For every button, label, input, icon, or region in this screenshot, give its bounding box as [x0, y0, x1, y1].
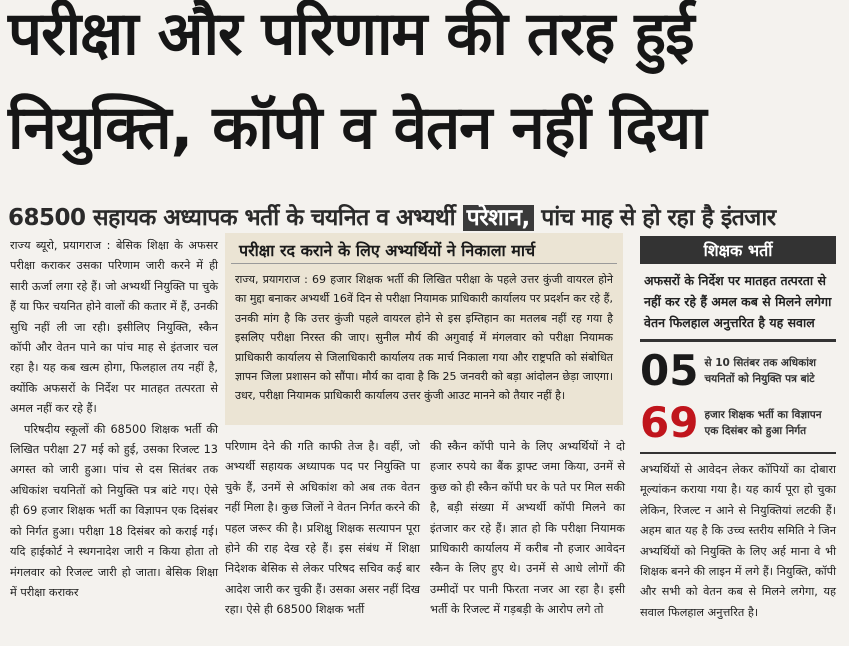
- article-paragraph: अभ्यर्थियों से आवेदन लेकर कॉपियों का दोबारा मूल्यांकन कराया गया है। यह कार्य पूरा हो चुका लेकिन, रिजल्ट न आने से नियुक्तियां लटकी हैं। अहम बात यह है कि उच्च स्तरीय समिति ने जिन अभ्यर्थियों को नियुक्ति के लिए अर्ह माना वे भी शिक्षक बनने की लाइन में लगे हैं। नियुक्ति, कॉपी और सभी को वेतन कब से मिलने लगेगा, यह सवाल फिलहाल अनुत्तरित है।: [640, 463, 836, 619]
- march-story-body: राज्य, प्रयागराज : 69 हजार शिक्षक भर्ती की लिखित परीक्षा के पहले उत्तर कुंजी वायरल होने का मुद्दा बनाकर अभ्यर्थी 16वें दिन से परीक्षा नियामक प्राधिकारी कार्यालय पर प्रदर्शन कर रहे हैं, उनकी मांग है कि उत्तर कुंजी पहले वायरल होने से इस इम्तिहान का मतलब नहीं रह गया है इसलिए परीक्षा निरस्त की जाए। सुनील मौर्य की अगुवाई में मंगलवार को परीक्षा नियामक प्राधिकारी कार्यालय से जिलाधिकारी कार्यालय तक मार्च निकाला गया और राष्ट्रपति को संबोधित ज्ञापन जिला प्रशासन को सौंपा। मौर्य का दावा है कि 25 जनवरी को बड़ा आंदोलन छेड़ा जाएगा। उधर, परीक्षा नियामक प्राधिकारी कार्यालय उत्तर कुंजी आउट मानने को तैयार नहीं है।: [235, 273, 613, 403]
- stat-caption: से 10 सितंबर तक अधिकांश चयनितों को नियुक्ति पत्र बांटे: [704, 357, 817, 385]
- subheadline-highlight: परेशान,: [463, 205, 534, 231]
- article-column-4: [640, 460, 836, 623]
- march-story-title: परीक्षा रद कराने के लिए अभ्यर्थियों ने निकाला मार्च: [231, 233, 617, 264]
- sidebar-highlights: [640, 236, 836, 454]
- sidebar-tag: शिक्षक भर्ती: [640, 236, 836, 264]
- sidebar-summary: अफसरों के निर्देश पर मातहत तत्परता से नहीं कर रहे हैं अमल कब से मिलने लगेगा वेतन फिलहाल अनुत्तरित है यह सवाल: [640, 264, 836, 342]
- article-column-3: [430, 437, 625, 621]
- stat-row: [640, 348, 836, 394]
- stat-number: 69: [640, 398, 699, 447]
- article-column-1: [10, 236, 218, 603]
- article-paragraph: की स्कैन कॉपी पाने के लिए अभ्यर्थियों ने दो हजार रुपये का बैंक ड्राफ्ट जमा किया, उनमें से कुछ को ही स्कैन कॉपी घर के पते पर मिल सकी है, बड़ी संख्या में अभ्यर्थी कॉपी मिलने का इंतजार कर रहे हैं। ज्ञात हो कि परीक्षा नियामक प्राधिकारी कार्यालय में करीब नौ हजार आवेदन स्कैन के लिए हुए थे। उनमें से आधे लोगों की उम्मीदों पर पानी फिरता नजर आ रहा है। इसी भर्ती के रिजल्ट में गड़बड़ी के आरोप लगे तो: [430, 440, 625, 617]
- stat-row: [640, 400, 836, 446]
- subheadline-tail: पांच माह से हो रहा है इंतजार: [533, 205, 776, 231]
- headline-line-1: परीक्षा और परिणाम की तरह हुई: [8, 0, 694, 69]
- march-story-box: [225, 233, 623, 425]
- headline-line-2: नियुक्ति, कॉपी व वेतन नहीं दिया: [8, 93, 706, 163]
- article-paragraph: राज्य ब्यूरो, प्रयागराज : बेसिक शिक्षा के अफसर परीक्षा कराकर उसका परिणाम जारी करने में ही सारी ऊर्जा लगा रहे हैं। जो अभ्यर्थी नियुक्ति पा चुके हैं या फिर चयनित होने वालों की कतार में हैं, उनकी सुधि नहीं ली जा रही। इसीलिए नियुक्ति, स्कैन कॉपी और वेतन पाने का पांच माह से इंतजार चल रहा है। यह कब खत्म होगा, फिलहाल तय नहीं है, क्योंकि अफसरों के निर्देश पर मातहत तत्परता से अमल नहीं कर रहे हैं।: [10, 239, 218, 416]
- article-paragraph: परिषदीय स्कूलों की 68500 शिक्षक भर्ती की लिखित परीक्षा 27 मई को हुई, उसका रिजल्ट 13 अगस्त को जारी हुआ। पांच से दस सितंबर तक अधिकांश चयनितों को नियुक्ति पत्र बांटे गए। ऐसे ही 69 हजार शिक्षक भर्ती का विज्ञापन एक दिसंबर को निर्गत हुआ। परीक्षा 18 दिसंबर को कराई गई। यदि हाईकोर्ट ने स्थगनादेश जारी न किया होता तो मंगलवार को रिजल्ट जारी हो जाता। बेसिक शिक्षा में परीक्षा कराकर: [10, 422, 218, 599]
- sidebar-divider: [640, 452, 836, 454]
- article-column-2: [225, 437, 420, 621]
- subheadline: [8, 200, 841, 232]
- stat-number: 05: [640, 346, 699, 395]
- subheadline-text: 68500 सहायक अध्यापक भर्ती के चयनित व अभ्यर्थी: [8, 205, 456, 231]
- stat-caption: हजार शिक्षक भर्ती का विज्ञापन एक दिसंबर को हुआ निर्गत: [704, 409, 822, 437]
- article-paragraph: परिणाम देने की गति काफी तेज है। वहीं, जो अभ्यर्थी सहायक अध्यापक पद पर नियुक्ति पा चुके हैं, उनमें से अधिकांश को अब तक वेतन नहीं मिला है। कुछ जिलों ने वेतन निर्गत करने की पहल जरूर की है। प्रशिक्षु शिक्षक सत्यापन पूरा होने की राह देख रहे हैं। इस संबंध में शिक्षा निदेशक बेसिक से लेकर परिषद सचिव कई बार आदेश जारी कर चुकी हैं। उसका असर नहीं दिख रहा। ऐसे ही 68500 शिक्षक भर्ती: [225, 440, 420, 617]
